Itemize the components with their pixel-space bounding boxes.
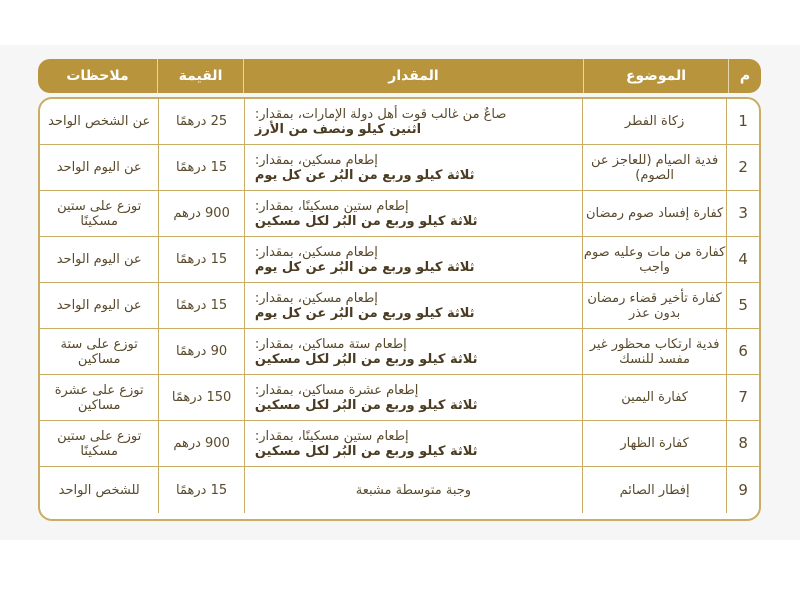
row-amount <box>244 375 582 420</box>
row-amount <box>244 467 582 513</box>
row-topic: كفارة من مات وعليه صوم واجب <box>582 237 726 282</box>
row-notes: توزع على ستين مسكينًا <box>57 198 142 229</box>
row-number: 1 <box>726 99 759 144</box>
row-amount <box>244 191 582 236</box>
table-row <box>40 145 759 191</box>
table-body <box>38 97 761 521</box>
row-value: 25 درهمًا <box>158 99 244 144</box>
row-notes: عن الشخص الواحد <box>48 114 151 129</box>
amount-description: إطعام ستة مساكين، بمقدار: <box>254 336 407 352</box>
row-notes: للشخص الواحد <box>58 482 140 498</box>
row-topic: كفارة إفساد صوم رمضان <box>582 191 726 236</box>
table-row <box>40 375 759 421</box>
row-topic: إفطار الصائم <box>582 467 726 513</box>
header-value: القيمة <box>157 59 243 93</box>
row-value: 15 درهمًا <box>158 237 244 282</box>
table-row <box>40 329 759 375</box>
table-row <box>40 191 759 237</box>
header-amount: المقدار <box>243 59 583 93</box>
amount-description: إطعام مسكين، بمقدار: <box>254 244 378 260</box>
amount-quantity: اثنين كيلو ونصف من الأرز <box>254 121 422 137</box>
row-number: 7 <box>726 375 759 420</box>
amount-description: إطعام مسكين، بمقدار: <box>254 152 378 168</box>
row-topic: كفارة الظهار <box>582 421 726 466</box>
header-notes: ملاحظات <box>66 68 129 84</box>
amount-quantity: ثلاثة كيلو وربع من البُر لكل مسكين <box>254 213 478 229</box>
amount-quantity: ثلاثة كيلو وربع من البُر لكل مسكين <box>254 397 478 413</box>
row-topic: فدية ارتكاب محظور غير مفسد للنسك <box>582 329 726 374</box>
header-num: م <box>728 59 761 93</box>
row-number: 3 <box>726 191 759 236</box>
table-row <box>40 237 759 283</box>
row-amount <box>244 421 582 466</box>
table-row <box>40 467 759 513</box>
amount-description: إطعام عشرة مساكين، بمقدار: <box>254 382 419 398</box>
row-topic: زكاة الفطر <box>582 99 726 144</box>
row-number: 9 <box>726 467 759 513</box>
row-notes: عن اليوم الواحد <box>56 298 142 313</box>
amount-quantity: ثلاثة كيلو وربع من البُر لكل مسكين <box>254 351 478 367</box>
row-notes: توزع على ستين مسكينًا <box>57 428 142 459</box>
row-value: 900 درهم <box>158 191 244 236</box>
row-notes: توزع على ستة مساكين <box>60 336 138 367</box>
amount-description: إطعام ستين مسكينًا، بمقدار: <box>254 198 409 214</box>
row-notes: عن اليوم الواحد <box>56 252 142 267</box>
row-number: 8 <box>726 421 759 466</box>
amount-description: وجبة متوسطة مشبعة <box>355 482 472 498</box>
amount-quantity: ثلاثة كيلو وربع من البُر عن كل يوم <box>254 259 475 275</box>
amount-description: إطعام مسكين، بمقدار: <box>254 290 378 306</box>
amount-quantity: ثلاثة كيلو وربع من البُر عن كل يوم <box>254 305 475 321</box>
row-value: 90 درهمًا <box>158 329 244 374</box>
row-topic: فدية الصيام (للعاجز عن الصوم) <box>582 145 726 190</box>
row-number: 6 <box>726 329 759 374</box>
table-header <box>38 59 761 93</box>
table-row <box>40 421 759 467</box>
row-amount <box>244 99 582 144</box>
row-notes: عن اليوم الواحد <box>56 160 142 175</box>
amount-description: صاعٌ من غالب قوت أهل دولة الإمارات، بمقدار: <box>254 106 507 122</box>
row-amount <box>244 145 582 190</box>
row-value: 150 درهمًا <box>158 375 244 420</box>
row-value: 15 درهمًا <box>158 145 244 190</box>
header-topic: الموضوع <box>583 59 728 93</box>
row-notes: توزع على عشرة مساكين <box>54 382 144 413</box>
table-row <box>40 99 759 145</box>
amount-quantity: ثلاثة كيلو وربع من البُر لكل مسكين <box>254 443 478 459</box>
row-number: 5 <box>726 283 759 328</box>
row-number: 4 <box>726 237 759 282</box>
table-row <box>40 283 759 329</box>
row-amount <box>244 283 582 328</box>
row-number: 2 <box>726 145 759 190</box>
row-amount <box>244 329 582 374</box>
row-topic: كفارة اليمين <box>582 375 726 420</box>
row-value: 900 درهم <box>158 421 244 466</box>
amount-quantity: ثلاثة كيلو وربع من البُر عن كل يوم <box>254 167 475 183</box>
row-amount <box>244 237 582 282</box>
row-value: 15 درهمًا <box>158 283 244 328</box>
row-value: 15 درهمًا <box>158 467 244 513</box>
row-topic: كفارة تأخير قضاء رمضان بدون عذر <box>582 283 726 328</box>
amount-description: إطعام ستين مسكينًا، بمقدار: <box>254 428 409 444</box>
